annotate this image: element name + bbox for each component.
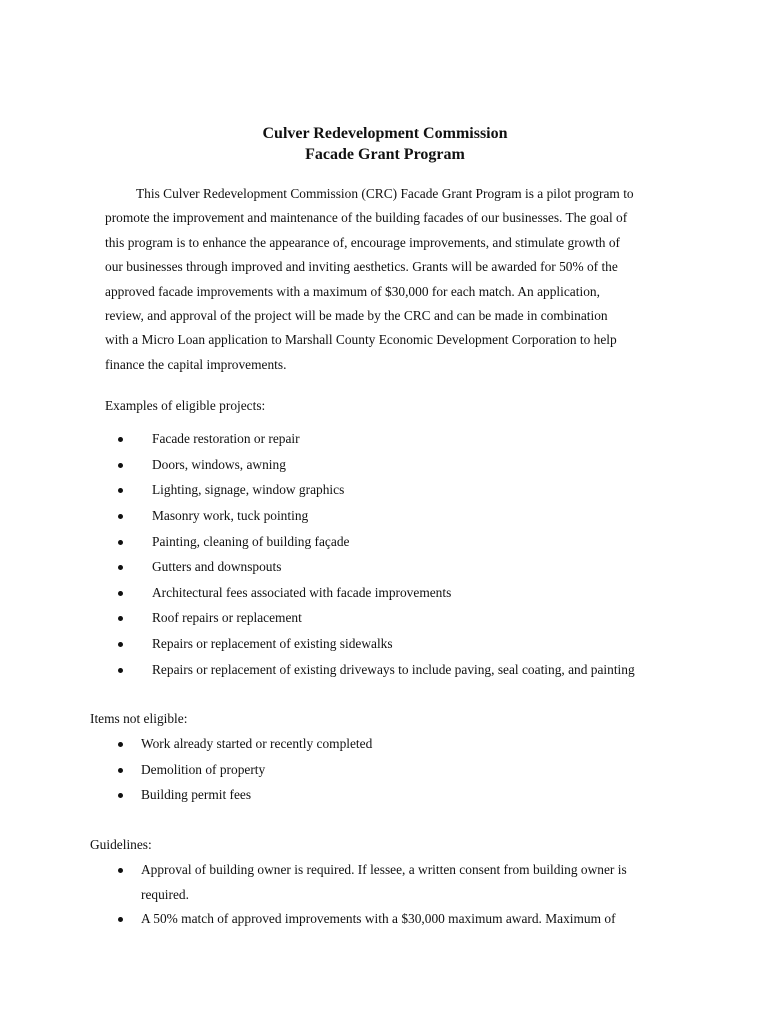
document-subtitle: Facade Grant Program (305, 146, 465, 163)
bullet-icon (118, 868, 123, 873)
guidelines-label: Guidelines: (90, 837, 152, 852)
bullet-icon (118, 514, 123, 519)
intro-line: with a Micro Loan application to Marshall County Economic Development Corporation to help (105, 332, 617, 348)
intro-paragraph (105, 182, 685, 377)
bullet-icon (118, 768, 123, 773)
eligible-label: Examples of eligible projects: (105, 398, 266, 413)
bullet-icon (118, 668, 123, 673)
bullet-icon (118, 917, 123, 922)
bullet-icon (118, 463, 123, 468)
bullet-icon (118, 488, 123, 493)
intro-line: approved facade improvements with a maximum of $30,000 for each match. An application, (105, 283, 600, 299)
bullet-icon (118, 793, 123, 798)
intro-line: This Culver Redevelopment Commission (CRC) Facade Grant Program is a pilot program to (136, 186, 634, 201)
intro-line: finance the capital improvements. (105, 356, 287, 372)
intro-line: this program is to enhance the appearance of, encourage improvements, and stimulate growth of (105, 234, 620, 250)
bullet-icon (118, 616, 123, 621)
bullet-icon (118, 437, 123, 442)
bullet-icon (118, 565, 123, 570)
document-page: Culver Redevelopment Commission Facade Grant Program This Culver Redevelopment Commission (CRC) Facade Grant Program is a pilot program to promote the improvement and maintenance of the building facades of our businesses. The goal of this program is to enhance the appearance of, encourage improvements, and stimulate growth of our businesses through improved and inviting aesthetics. Grants will be awarded for 50% of the approved facade improvements with a maximum of $30,000 for each match. An application, review, and approval of the project will be made by the CRC and can be made in combination with a Micro Loan application to Marshall County Economic Development Corporation to help finance the capital improvements. Examples of eligible projects: Facade restoration or repair Doors, windows, awning Lighting, signage, window graphics Masonry work, tuck pointing Painting, cleaning of building façade Gutters and downspouts Architectural fees associated with facade improvements Roof repairs or replacement Repairs or replacement of existing sidewalks Repairs or replacement of existing driveways to include paving, seal coating, and painting Items not eligible: Work already started or recently completed Demolition of property Building permit fees Guidelines: Approval of building owner is required. If lessee, a written consent from building owner is required. A 50% match of approved improvements with a $30,000 maximum award. Maximum of (0, 0, 770, 1024)
document-title: Culver Redevelopment Commission (262, 125, 508, 142)
bullet-icon (118, 642, 123, 647)
not-eligible-label: Items not eligible: (90, 711, 188, 726)
intro-line: our businesses through improved and inviting aesthetics. Grants will be awarded for 50% of the (105, 259, 618, 275)
intro-line: promote the improvement and maintenance of the building facades of our businesses. The goal of (105, 210, 628, 226)
bullet-icon (118, 591, 123, 596)
bullet-icon (118, 742, 123, 747)
intro-line: review, and approval of the project will be made by the CRC and can be made in combination (105, 308, 608, 324)
bullet-icon (118, 540, 123, 545)
